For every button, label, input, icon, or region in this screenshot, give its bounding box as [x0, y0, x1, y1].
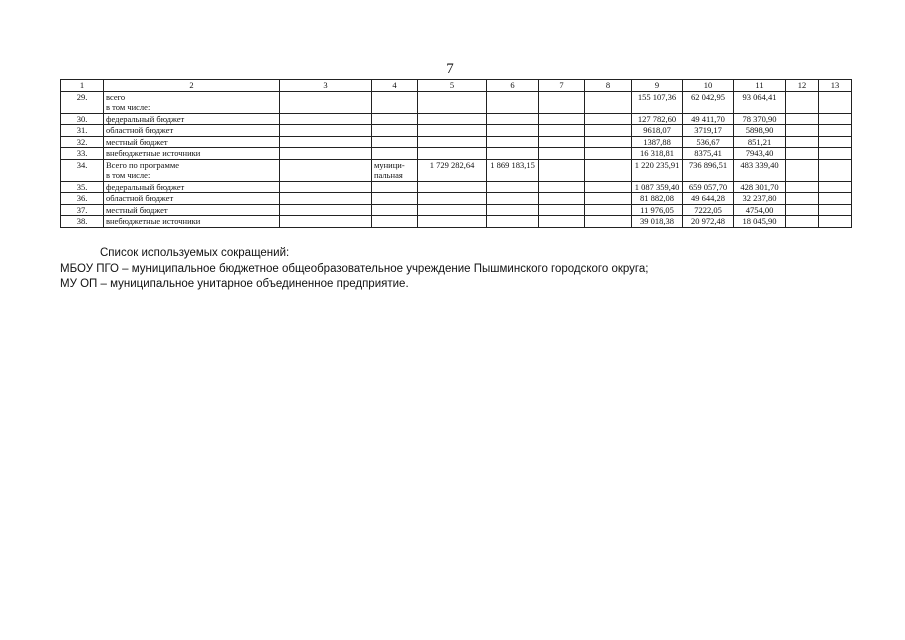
column-header: 11	[734, 80, 786, 92]
col12-cell	[786, 204, 819, 216]
col8-cell	[585, 216, 632, 228]
col8-cell	[585, 159, 632, 181]
column-header: 12	[786, 80, 819, 92]
col4-cell	[372, 91, 418, 113]
table-row	[61, 125, 852, 137]
col9-cell	[632, 159, 683, 181]
row-label-cell	[104, 216, 280, 228]
row-label-cell-text: в том числе:	[106, 102, 151, 112]
col5-cell	[418, 204, 487, 216]
col10-cell	[683, 113, 734, 125]
col11-cell-text: 851,21	[747, 136, 772, 147]
col11-cell	[734, 216, 786, 228]
row-number-cell-text: 38.	[76, 216, 88, 226]
row-number-cell-text: 31.	[76, 125, 88, 135]
row-label-cell-text: местный бюджет	[106, 204, 168, 215]
col12-cell	[786, 113, 819, 125]
col11-cell	[734, 193, 786, 205]
row-label-cell-text: областной бюджет	[106, 193, 174, 203]
col5-cell	[418, 113, 487, 125]
col5-cell	[418, 91, 487, 113]
table-row	[61, 216, 852, 228]
col9-cell-text: 1 220 235,91	[634, 159, 680, 170]
col8-cell	[585, 181, 632, 193]
col10-cell-text: 62 042,95	[691, 91, 725, 102]
col8-cell	[585, 193, 632, 205]
col9-cell-text: 16 318,81	[640, 148, 674, 158]
col9-cell-text: 127 782,60	[637, 113, 677, 124]
row-number-cell-text: 36.	[76, 193, 88, 203]
col4-cell	[372, 125, 418, 137]
col11-cell-text: 4754,00	[745, 204, 774, 215]
col11-cell	[734, 91, 786, 113]
col11-cell-text: 93 064,41	[742, 91, 777, 102]
row-label-cell	[104, 159, 280, 181]
col6-cell	[487, 181, 539, 193]
column-header: 2	[104, 80, 280, 92]
row-number-cell	[61, 125, 104, 137]
col10-cell-text: 536,67	[696, 136, 720, 147]
row-label-cell-text: областной бюджет	[106, 125, 174, 135]
column-header: 9	[632, 80, 683, 92]
col8-cell	[585, 125, 632, 137]
col10-cell	[683, 136, 734, 148]
col10-cell-text: 8375,41	[694, 148, 722, 158]
col9-cell	[632, 216, 683, 228]
col11-cell-text: 7943,40	[745, 148, 774, 158]
col9-cell-text: 1 087 359,40	[634, 181, 680, 192]
row-number-cell	[61, 91, 104, 113]
row-number-cell	[61, 136, 104, 148]
col5-cell	[418, 148, 487, 160]
col9-cell-text: 1387,88	[643, 136, 671, 147]
row-label-cell	[104, 204, 280, 216]
col6-cell	[487, 136, 539, 148]
col10-cell	[683, 204, 734, 216]
col9-cell	[632, 204, 683, 216]
row-number-cell	[61, 181, 104, 193]
col8-cell	[585, 91, 632, 113]
row-number-cell-text: 33.	[76, 148, 88, 158]
col7-cell	[539, 91, 585, 113]
col11-cell-text: 483 339,40	[740, 159, 779, 170]
column-header: 10	[683, 80, 734, 92]
col13-cell	[819, 125, 852, 137]
col13-cell	[819, 159, 852, 181]
col9-cell	[632, 148, 683, 160]
col9-cell-text: 81 882,08	[640, 193, 674, 203]
table-row	[61, 193, 852, 205]
row-label-cell-text: внебюджетные источники	[106, 148, 201, 158]
col10-cell-text: 659 057,70	[688, 181, 728, 192]
col7-cell	[539, 216, 585, 228]
col10-cell	[683, 91, 734, 113]
col3-cell	[280, 136, 372, 148]
col10-cell-text: 736 896,51	[688, 159, 728, 170]
col13-cell	[819, 204, 852, 216]
col11-cell	[734, 181, 786, 193]
col12-cell	[786, 125, 819, 137]
col12-cell	[786, 91, 819, 113]
column-header: 7	[539, 80, 585, 92]
col8-cell	[585, 148, 632, 160]
col11-cell	[734, 159, 786, 181]
row-label-cell	[104, 181, 280, 193]
col9-cell-text: 155 107,36	[637, 91, 677, 102]
table-header-row	[61, 80, 852, 92]
row-label-cell-text: в том числе:	[106, 170, 151, 180]
abbreviation-line: МУ ОП – муниципальное унитарное объединенное предприятие.	[60, 278, 409, 290]
col9-cell-text: 11 976,05	[640, 204, 674, 215]
col9-cell	[632, 181, 683, 193]
col6-cell-text: 1 869 183,15	[490, 159, 535, 170]
col6-cell	[487, 204, 539, 216]
col9-cell	[632, 113, 683, 125]
col4-cell	[372, 113, 418, 125]
row-label-cell	[104, 148, 280, 160]
row-label-cell-text: всего	[106, 91, 126, 102]
col4-cell-text: муници-	[374, 159, 405, 170]
col6-cell	[487, 91, 539, 113]
row-number-cell	[61, 204, 104, 216]
table-row	[61, 113, 852, 125]
col3-cell	[280, 125, 372, 137]
col3-cell	[280, 204, 372, 216]
col7-cell	[539, 181, 585, 193]
col10-cell	[683, 148, 734, 160]
col6-cell	[487, 159, 539, 181]
column-header: 8	[585, 80, 632, 92]
col10-cell	[683, 181, 734, 193]
col3-cell	[280, 159, 372, 181]
col3-cell	[280, 91, 372, 113]
row-number-cell-text: 37.	[76, 204, 88, 215]
column-header: 3	[280, 80, 372, 92]
col12-cell	[786, 216, 819, 228]
col11-cell-text: 428 301,70	[740, 181, 779, 192]
column-header: 13	[819, 80, 852, 92]
col6-cell	[487, 113, 539, 125]
row-number-cell	[61, 193, 104, 205]
col12-cell	[786, 148, 819, 160]
col5-cell	[418, 181, 487, 193]
row-number-cell	[61, 113, 104, 125]
table-row	[61, 181, 852, 193]
row-label-cell-text: федеральный бюджет	[106, 181, 185, 192]
row-label-cell-text: внебюджетные источники	[106, 216, 201, 226]
col4-cell	[372, 136, 418, 148]
row-number-cell-text: 29.	[76, 91, 88, 102]
table-row	[61, 148, 852, 160]
col5-cell	[418, 125, 487, 137]
col5-cell	[418, 159, 487, 181]
col8-cell	[585, 136, 632, 148]
col13-cell	[819, 136, 852, 148]
row-number-cell	[61, 216, 104, 228]
col5-cell	[418, 193, 487, 205]
abbreviation-line: МБОУ ПГО – муниципальное бюджетное общеобразовательное учреждение Пышминского городского округа;	[60, 262, 649, 275]
table-row	[61, 91, 852, 113]
col7-cell	[539, 136, 585, 148]
table-row	[61, 159, 852, 181]
column-header: 5	[418, 80, 487, 92]
col13-cell	[819, 91, 852, 113]
col3-cell	[280, 181, 372, 193]
col5-cell	[418, 136, 487, 148]
col4-cell	[372, 204, 418, 216]
col9-cell	[632, 193, 683, 205]
row-label-cell	[104, 193, 280, 205]
col3-cell	[280, 216, 372, 228]
col10-cell	[683, 216, 734, 228]
col11-cell	[734, 148, 786, 160]
col9-cell	[632, 125, 683, 137]
row-number-cell	[61, 159, 104, 181]
col9-cell-text: 9618,07	[643, 125, 671, 135]
col10-cell	[683, 193, 734, 205]
col7-cell	[539, 113, 585, 125]
row-label-cell-text: Всего по программе	[106, 159, 179, 170]
row-label-cell	[104, 136, 280, 148]
col12-cell	[786, 193, 819, 205]
col11-cell	[734, 136, 786, 148]
col12-cell	[786, 159, 819, 181]
col10-cell	[683, 125, 734, 137]
col11-cell	[734, 113, 786, 125]
col10-cell-text: 49 411,70	[691, 113, 725, 124]
col13-cell	[819, 113, 852, 125]
table-row	[61, 136, 852, 148]
col4-cell	[372, 193, 418, 205]
col4-cell	[372, 159, 418, 181]
col10-cell-text: 3719,17	[694, 125, 722, 135]
row-label-cell	[104, 113, 280, 125]
budget-table	[60, 79, 852, 228]
col6-cell	[487, 193, 539, 205]
row-label-cell	[104, 125, 280, 137]
page-number: 7	[446, 61, 454, 77]
col7-cell	[539, 159, 585, 181]
col11-cell-text: 18 045,90	[742, 216, 777, 226]
col4-cell	[372, 216, 418, 228]
col5-cell-text: 1 729 282,64	[429, 159, 475, 170]
col6-cell	[487, 216, 539, 228]
col10-cell-text: 20 972,48	[691, 216, 725, 226]
abbreviations-heading: Список используемых сокращений:	[100, 247, 290, 259]
col11-cell-text: 78 370,90	[742, 113, 777, 124]
col4-cell-text: пальная	[374, 170, 403, 180]
col9-cell-text: 39 018,38	[640, 216, 674, 226]
col11-cell	[734, 125, 786, 137]
col9-cell	[632, 91, 683, 113]
col3-cell	[280, 193, 372, 205]
col10-cell	[683, 159, 734, 181]
col7-cell	[539, 193, 585, 205]
col13-cell	[819, 148, 852, 160]
col13-cell	[819, 216, 852, 228]
col3-cell	[280, 148, 372, 160]
col7-cell	[539, 204, 585, 216]
col7-cell	[539, 148, 585, 160]
col11-cell-text: 5898,90	[745, 125, 774, 135]
col4-cell	[372, 148, 418, 160]
row-label-cell-text: местный бюджет	[106, 136, 168, 147]
col6-cell	[487, 125, 539, 137]
col3-cell	[280, 113, 372, 125]
col8-cell	[585, 113, 632, 125]
col5-cell	[418, 216, 487, 228]
row-number-cell	[61, 148, 104, 160]
table-row	[61, 204, 852, 216]
col11-cell-text: 32 237,80	[742, 193, 777, 203]
row-number-cell-text: 34.	[76, 159, 88, 170]
row-number-cell-text: 30.	[76, 113, 88, 124]
col7-cell	[539, 125, 585, 137]
column-header: 1	[61, 80, 104, 92]
col10-cell-text: 49 644,28	[691, 193, 725, 203]
col12-cell	[786, 136, 819, 148]
abbreviations-notes	[60, 246, 860, 293]
col10-cell-text: 7222,05	[694, 204, 722, 215]
column-header: 6	[487, 80, 539, 92]
col4-cell	[372, 181, 418, 193]
row-number-cell-text: 32.	[76, 136, 88, 147]
col12-cell	[786, 181, 819, 193]
col8-cell	[585, 204, 632, 216]
col6-cell	[487, 148, 539, 160]
column-header: 4	[372, 80, 418, 92]
col9-cell	[632, 136, 683, 148]
col13-cell	[819, 181, 852, 193]
col13-cell	[819, 193, 852, 205]
row-number-cell-text: 35.	[76, 181, 88, 192]
col11-cell	[734, 204, 786, 216]
row-label-cell-text: федеральный бюджет	[106, 113, 185, 124]
row-label-cell	[104, 91, 280, 113]
